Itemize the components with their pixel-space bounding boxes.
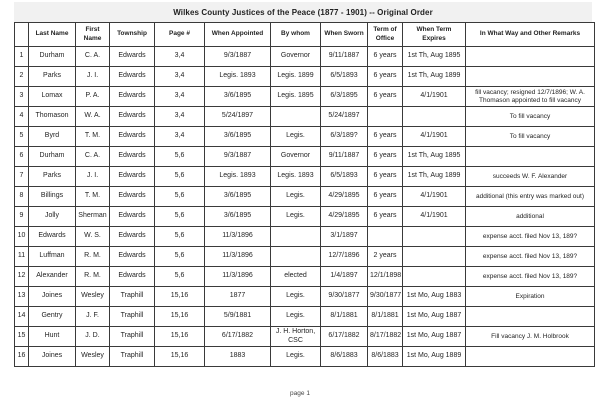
cell-remarks (466, 147, 595, 167)
cell-by-whom: Legis. (271, 187, 321, 207)
table-row (15, 347, 595, 367)
cell-township: Edwards (110, 127, 155, 147)
table-body (15, 47, 595, 367)
cell-by-whom: Legis. 1899 (271, 67, 321, 87)
cell-page-number: 5,6 (155, 167, 205, 187)
column-header-remarks: In What Way and Other Remarks (466, 23, 595, 47)
cell-term-of-office: 6 years (368, 87, 403, 107)
cell-row-number: 1 (15, 47, 29, 67)
column-header-last-name: Last Name (29, 23, 76, 47)
cell-first-name: Wesley (76, 287, 110, 307)
cell-when-term-expires: 1st Mo, Aug 1883 (403, 287, 466, 307)
cell-remarks: succeeds W. F. Alexander (466, 167, 595, 187)
cell-township: Edwards (110, 107, 155, 127)
cell-term-of-office: 6 years (368, 147, 403, 167)
cell-by-whom: Legis. 1893 (271, 167, 321, 187)
cell-first-name: R. M. (76, 267, 110, 287)
cell-by-whom: Legis. (271, 127, 321, 147)
cell-when-sworn: 1/4/1897 (321, 267, 368, 287)
column-header-first-name: First Name (76, 23, 110, 47)
cell-when-appointed: 6/17/1882 (205, 327, 271, 347)
cell-by-whom: Governor (271, 147, 321, 167)
cell-row-number: 16 (15, 347, 29, 367)
cell-when-term-expires: 4/1/1901 (403, 207, 466, 227)
cell-when-sworn: 12/7/1896 (321, 247, 368, 267)
cell-when-appointed: 5/9/1881 (205, 307, 271, 327)
cell-when-appointed: Legis. 1893 (205, 67, 271, 87)
cell-when-sworn: 3/1/1897 (321, 227, 368, 247)
cell-when-appointed: 3/6/1895 (205, 127, 271, 147)
column-header-row-number (15, 23, 29, 47)
cell-when-sworn: 6/3/1895 (321, 87, 368, 107)
cell-last-name: Thomason (29, 107, 76, 127)
cell-first-name: W. S. (76, 227, 110, 247)
cell-by-whom (271, 247, 321, 267)
cell-when-term-expires (403, 267, 466, 287)
cell-last-name: Hunt (29, 327, 76, 347)
cell-remarks (466, 347, 595, 367)
cell-term-of-office: 6 years (368, 187, 403, 207)
cell-township: Edwards (110, 227, 155, 247)
cell-remarks (466, 307, 595, 327)
cell-page-number: 3,4 (155, 107, 205, 127)
table-head (15, 23, 595, 47)
cell-when-sworn: 9/11/1887 (321, 47, 368, 67)
table-row (15, 227, 595, 247)
cell-first-name: Wesley (76, 347, 110, 367)
cell-when-appointed: 5/24/1897 (205, 107, 271, 127)
cell-when-appointed: 1883 (205, 347, 271, 367)
cell-row-number: 8 (15, 187, 29, 207)
cell-page-number: 3,4 (155, 67, 205, 87)
column-header-when-appointed: When Appointed (205, 23, 271, 47)
cell-township: Traphill (110, 327, 155, 347)
cell-by-whom: Governor (271, 47, 321, 67)
table-row (15, 267, 595, 287)
cell-row-number: 13 (15, 287, 29, 307)
cell-by-whom: Legis. (271, 307, 321, 327)
column-header-term-of-office: Term of Office (368, 23, 403, 47)
cell-row-number: 2 (15, 67, 29, 87)
cell-row-number: 7 (15, 167, 29, 187)
table-row (15, 287, 595, 307)
cell-last-name: Gentry (29, 307, 76, 327)
cell-term-of-office: 12/1/1898 (368, 267, 403, 287)
table-header-row (15, 23, 595, 47)
cell-remarks (466, 47, 595, 67)
cell-township: Edwards (110, 267, 155, 287)
table-row (15, 47, 595, 67)
cell-when-term-expires: 1st Th, Aug 1895 (403, 147, 466, 167)
cell-when-sworn: 9/11/1887 (321, 147, 368, 167)
cell-remarks: additional (this entry was marked out) (466, 187, 595, 207)
document-title-band (14, 2, 592, 22)
cell-when-sworn: 9/30/1877 (321, 287, 368, 307)
cell-township: Edwards (110, 87, 155, 107)
table-row (15, 147, 595, 167)
cell-page-number: 3,4 (155, 47, 205, 67)
cell-when-term-expires (403, 247, 466, 267)
cell-first-name: J. I. (76, 67, 110, 87)
cell-last-name: Durham (29, 147, 76, 167)
cell-when-appointed: 11/3/1896 (205, 267, 271, 287)
cell-by-whom: J. H. Horton, CSC (271, 327, 321, 347)
cell-by-whom: Legis. (271, 207, 321, 227)
cell-last-name: Edwards (29, 227, 76, 247)
cell-term-of-office: 8/1/1881 (368, 307, 403, 327)
table-row (15, 187, 595, 207)
cell-row-number: 11 (15, 247, 29, 267)
cell-page-number: 15,16 (155, 287, 205, 307)
justices-table (14, 22, 595, 367)
cell-when-appointed: 9/3/1887 (205, 47, 271, 67)
cell-page-number: 3,4 (155, 87, 205, 107)
cell-last-name: Parks (29, 167, 76, 187)
cell-last-name: Joines (29, 347, 76, 367)
cell-first-name: J. I. (76, 167, 110, 187)
cell-when-sworn: 5/24/1897 (321, 107, 368, 127)
column-header-when-term-expires: When Term Expires (403, 23, 466, 47)
cell-row-number: 15 (15, 327, 29, 347)
cell-page-number: 15,16 (155, 307, 205, 327)
cell-when-appointed: Legis. 1893 (205, 167, 271, 187)
cell-term-of-office: 6 years (368, 167, 403, 187)
table-row (15, 67, 595, 87)
cell-first-name: Sherman (76, 207, 110, 227)
cell-when-term-expires: 1st Th, Aug 1899 (403, 167, 466, 187)
cell-when-appointed: 3/6/1895 (205, 87, 271, 107)
cell-last-name: Alexander (29, 267, 76, 287)
column-header-page-number: Page # (155, 23, 205, 47)
cell-row-number: 4 (15, 107, 29, 127)
cell-term-of-office: 2 years (368, 247, 403, 267)
cell-when-appointed: 3/6/1895 (205, 207, 271, 227)
cell-first-name: J. F. (76, 307, 110, 327)
cell-when-sworn: 6/5/1893 (321, 67, 368, 87)
cell-page-number: 5,6 (155, 187, 205, 207)
cell-township: Edwards (110, 47, 155, 67)
cell-township: Edwards (110, 167, 155, 187)
cell-term-of-office (368, 227, 403, 247)
cell-township: Traphill (110, 347, 155, 367)
cell-remarks: fill vacancy; resigned 12/7/1896; W. A. Thomason appointed to fill vacancy (466, 87, 595, 107)
cell-last-name: Luffman (29, 247, 76, 267)
cell-when-sworn: 4/29/1895 (321, 207, 368, 227)
cell-last-name: Jolly (29, 207, 76, 227)
cell-when-appointed: 11/3/1896 (205, 247, 271, 267)
cell-by-whom: Legis. 1895 (271, 87, 321, 107)
cell-row-number: 12 (15, 267, 29, 287)
cell-township: Edwards (110, 67, 155, 87)
cell-term-of-office (368, 107, 403, 127)
page-number-footer: page 1 (290, 390, 310, 397)
cell-township: Edwards (110, 207, 155, 227)
table-row (15, 107, 595, 127)
cell-township: Traphill (110, 307, 155, 327)
cell-term-of-office: 6 years (368, 207, 403, 227)
cell-page-number: 5,6 (155, 147, 205, 167)
cell-first-name: W. A. (76, 107, 110, 127)
cell-when-term-expires: 1st Mo, Aug 1887 (403, 307, 466, 327)
cell-when-sworn: 8/6/1883 (321, 347, 368, 367)
cell-township: Edwards (110, 247, 155, 267)
cell-last-name: Joines (29, 287, 76, 307)
column-header-township: Township (110, 23, 155, 47)
document-title: Wilkes County Justices of the Peace (1877 - 1901) -- Original Order (173, 7, 433, 17)
cell-when-term-expires (403, 107, 466, 127)
cell-remarks: expense acct. filed Nov 13, 189? (466, 247, 595, 267)
table-row (15, 167, 595, 187)
cell-last-name: Byrd (29, 127, 76, 147)
cell-remarks: expense acct. filed Nov 13, 189? (466, 267, 595, 287)
cell-when-appointed: 1877 (205, 287, 271, 307)
cell-first-name: C. A. (76, 147, 110, 167)
cell-first-name: J. D. (76, 327, 110, 347)
table-row (15, 127, 595, 147)
cell-page-number: 5,6 (155, 267, 205, 287)
cell-first-name: C. A. (76, 47, 110, 67)
column-header-by-whom: By whom (271, 23, 321, 47)
cell-remarks: expense acct. filed Nov 13, 189? (466, 227, 595, 247)
cell-page-number: 5,6 (155, 247, 205, 267)
table-row (15, 327, 595, 347)
cell-row-number: 3 (15, 87, 29, 107)
cell-term-of-office: 8/17/1882 (368, 327, 403, 347)
cell-row-number: 14 (15, 307, 29, 327)
cell-last-name: Billings (29, 187, 76, 207)
cell-row-number: 9 (15, 207, 29, 227)
cell-remarks: To fill vacancy (466, 107, 595, 127)
cell-first-name: T. M. (76, 127, 110, 147)
cell-township: Traphill (110, 287, 155, 307)
cell-by-whom: elected (271, 267, 321, 287)
table-row (15, 207, 595, 227)
cell-last-name: Lomax (29, 87, 76, 107)
cell-page-number: 5,6 (155, 207, 205, 227)
cell-when-sworn: 6/5/1893 (321, 167, 368, 187)
cell-when-appointed: 3/6/1895 (205, 187, 271, 207)
cell-when-appointed: 9/3/1887 (205, 147, 271, 167)
cell-remarks: To fill vacancy (466, 127, 595, 147)
cell-when-term-expires: 4/1/1901 (403, 127, 466, 147)
cell-term-of-office: 6 years (368, 67, 403, 87)
cell-when-appointed: 11/3/1896 (205, 227, 271, 247)
cell-remarks: Expiration (466, 287, 595, 307)
cell-when-term-expires: 1st Th, Aug 1899 (403, 67, 466, 87)
cell-term-of-office: 9/30/1877 (368, 287, 403, 307)
cell-first-name: T. M. (76, 187, 110, 207)
column-header-when-sworn: When Sworn (321, 23, 368, 47)
cell-row-number: 5 (15, 127, 29, 147)
table-row (15, 87, 595, 107)
cell-township: Edwards (110, 147, 155, 167)
table-row (15, 307, 595, 327)
cell-when-sworn: 4/29/1895 (321, 187, 368, 207)
cell-by-whom (271, 107, 321, 127)
cell-when-term-expires: 4/1/1901 (403, 187, 466, 207)
cell-first-name: R. M. (76, 247, 110, 267)
cell-row-number: 6 (15, 147, 29, 167)
cell-when-term-expires: 4/1/1901 (403, 87, 466, 107)
cell-page-number: 15,16 (155, 347, 205, 367)
cell-last-name: Parks (29, 67, 76, 87)
cell-term-of-office: 6 years (368, 47, 403, 67)
cell-last-name: Durham (29, 47, 76, 67)
cell-when-term-expires: 1st Mo, Aug 1887 (403, 327, 466, 347)
cell-remarks: Fill vacancy J. M. Holbrook (466, 327, 595, 347)
cell-when-sworn: 8/1/1881 (321, 307, 368, 327)
cell-term-of-office: 8/6/1883 (368, 347, 403, 367)
table-row (15, 247, 595, 267)
cell-by-whom: Legis. (271, 347, 321, 367)
cell-first-name: P. A. (76, 87, 110, 107)
cell-by-whom: Legis. (271, 287, 321, 307)
cell-remarks (466, 67, 595, 87)
cell-page-number: 5,6 (155, 227, 205, 247)
cell-when-sworn: 6/17/1882 (321, 327, 368, 347)
cell-when-sworn: 6/3/189? (321, 127, 368, 147)
cell-township: Edwards (110, 187, 155, 207)
cell-remarks: additional (466, 207, 595, 227)
cell-page-number: 3,4 (155, 127, 205, 147)
cell-when-term-expires (403, 227, 466, 247)
cell-when-term-expires: 1st Th, Aug 1895 (403, 47, 466, 67)
cell-row-number: 10 (15, 227, 29, 247)
cell-by-whom (271, 227, 321, 247)
cell-when-term-expires: 1st Mo, Aug 1889 (403, 347, 466, 367)
cell-term-of-office: 6 years (368, 127, 403, 147)
cell-page-number: 15,16 (155, 327, 205, 347)
